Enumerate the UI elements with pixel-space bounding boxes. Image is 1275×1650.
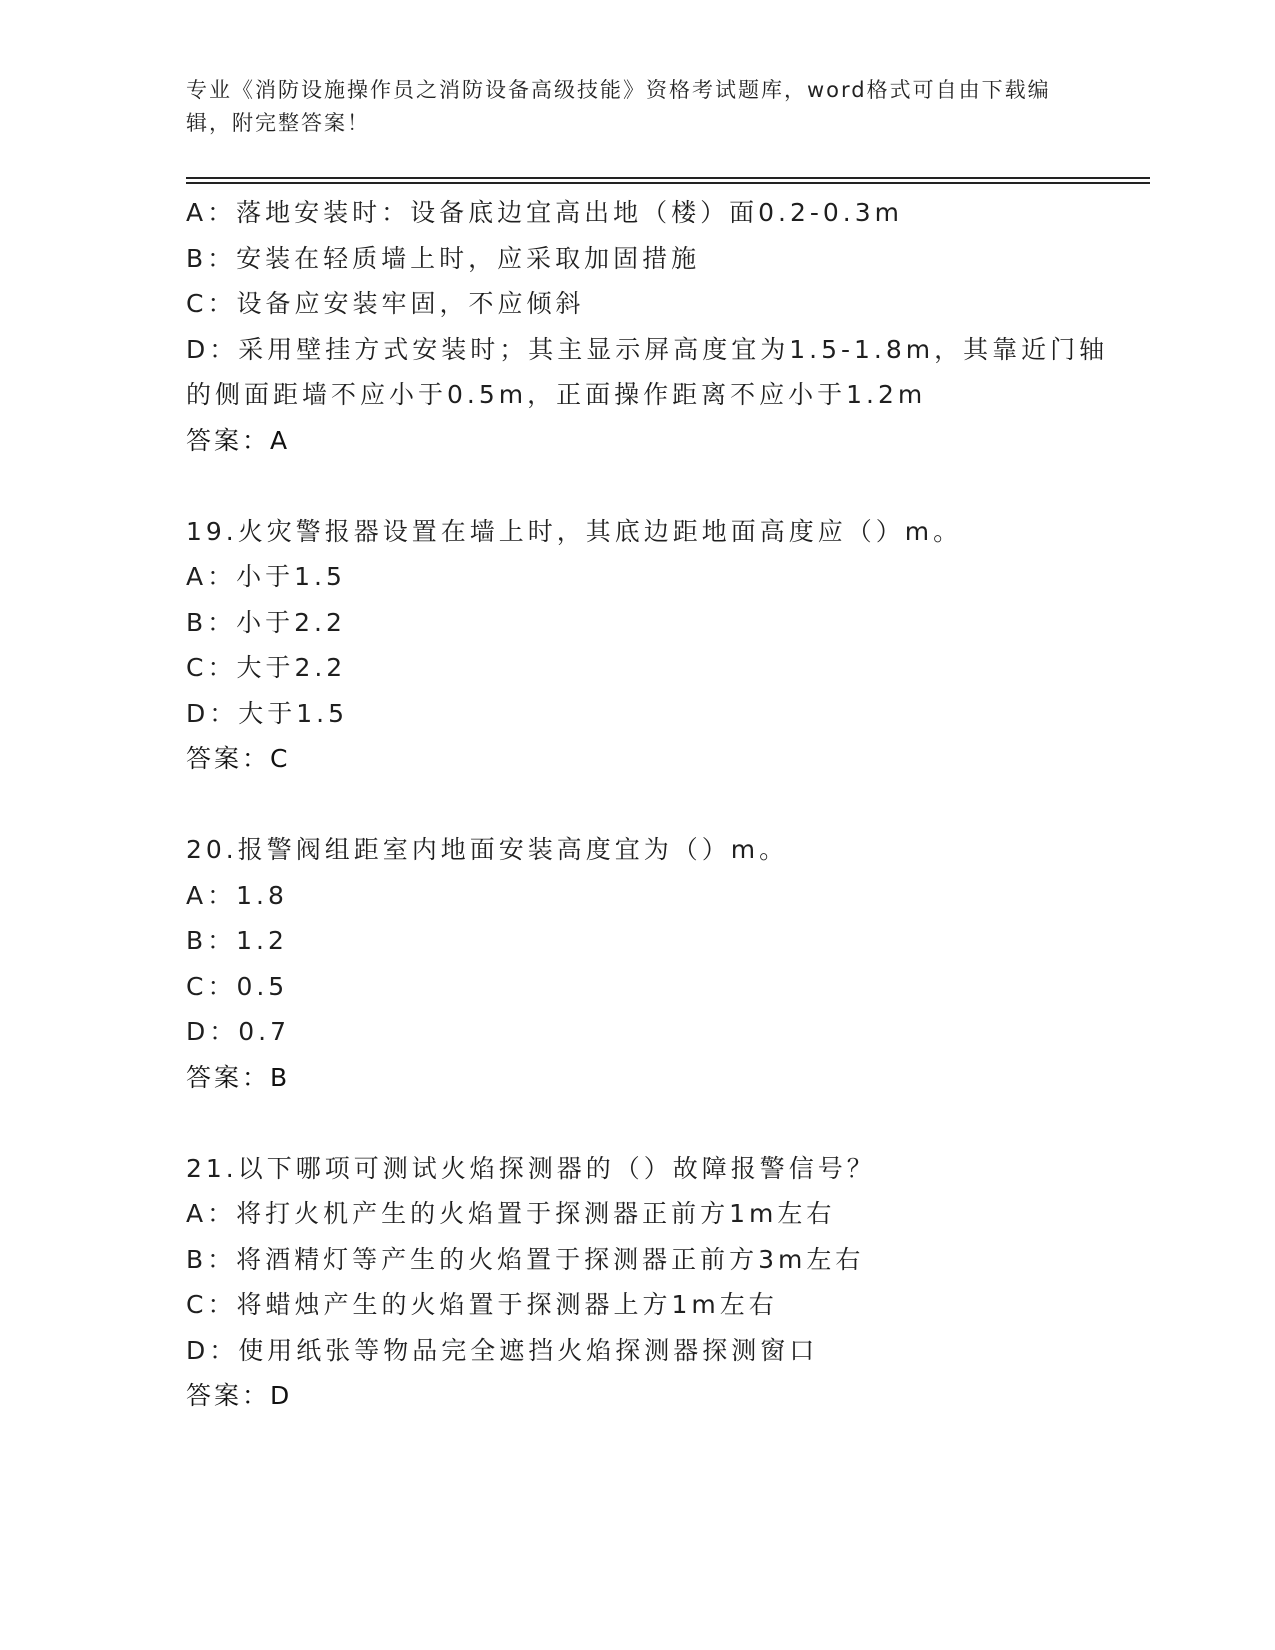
answer-label: 答案：B — [186, 1062, 291, 1092]
answer-label: 答案：D — [186, 1381, 293, 1410]
question-stem: 21.以下哪项可测试火焰探测器的（）故障报警信号？ — [186, 1153, 876, 1183]
question-stem: 20.报警阀组距室内地面安装高度宜为（）m。 — [186, 835, 789, 864]
option-c: C：将蜡烛产生的火焰置于探测器上方1m左右 — [186, 1290, 778, 1319]
question-block-21 — [186, 1146, 1116, 1419]
answer-label: 答案：A — [186, 425, 291, 455]
header-divider-bottom — [186, 182, 1150, 184]
option-c: C：大于2.2 — [186, 653, 347, 682]
option-a: A：将打火机产生的火焰置于探测器正前方1m左右 — [186, 1199, 836, 1228]
question-list — [186, 190, 1116, 1419]
answer-label: 答案：C — [186, 744, 291, 773]
document-header: 专业《消防设施操作员之消防设备高级技能》资格考试题库，word格式可自由下载编辑，附完整答案！ — [186, 78, 1051, 135]
question-block-20 — [186, 827, 1116, 1100]
question-block-18 — [186, 190, 1116, 463]
option-c: C：0.5 — [186, 971, 289, 1001]
option-b: B：1.2 — [186, 926, 288, 955]
option-b: B：将酒精灯等产生的火焰置于探测器正前方3m左右 — [186, 1244, 865, 1274]
option-d: D：采用壁挂方式安装时；其主显示屏高度宜为1.5-1.8m，其靠近门轴的侧面距墙不应小于0.5m，正面操作距离不应小于1.2m — [186, 334, 1109, 409]
option-d: D：使用纸张等物品完全遮挡火焰探测器探测窗口 — [186, 1335, 819, 1365]
option-a: A：小于1.5 — [186, 562, 346, 591]
option-d: D：大于1.5 — [186, 698, 349, 728]
option-b: B：安装在轻质墙上时，应采取加固措施 — [186, 243, 701, 273]
option-c: C：设备应安装牢固，不应倾斜 — [186, 289, 585, 318]
header-divider-top — [186, 177, 1150, 179]
option-d: D：0.7 — [186, 1017, 291, 1046]
option-b: B：小于2.2 — [186, 607, 346, 637]
option-a: A：落地安装时：设备底边宜高出地（楼）面0.2-0.3m — [186, 198, 903, 227]
question-block-19 — [186, 509, 1116, 782]
option-a: A：1.8 — [186, 880, 288, 910]
question-stem: 19.火灾警报器设置在墙上时，其底边距地面高度应（）m。 — [186, 516, 963, 546]
